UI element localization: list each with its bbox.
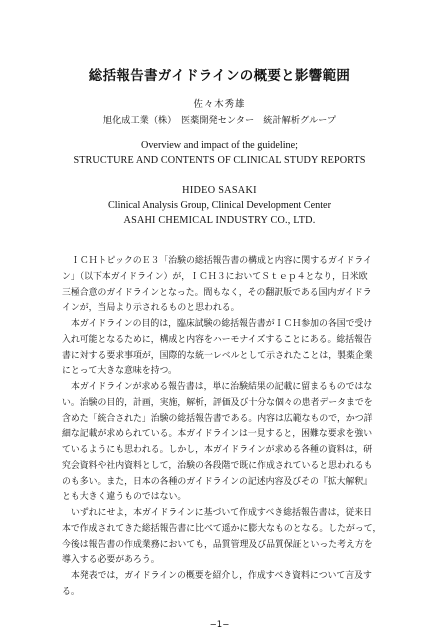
english-title-line-2: STRUCTURE AND CONTENTS OF CLINICAL STUDY REPORTS bbox=[73, 155, 366, 166]
body-line: 本ガイドラインが求める報告書は，単に治験結果の記載に留まるものではな bbox=[71, 382, 373, 392]
body-line: 細な記載が求められている。本ガイドラインは一見すると，困難な要求を強い bbox=[62, 429, 373, 440]
body-line: とも大きく違うものではない。 bbox=[62, 492, 187, 503]
body-line: る。 bbox=[62, 586, 80, 597]
body-line: インが，当局より示されるものと思われる。 bbox=[62, 303, 240, 314]
japanese-title: 総括報告書ガイドラインの概要と影響範囲 bbox=[88, 68, 351, 84]
body-line: 本で作成されてきた総括報告書に比べて遥かに膨大なものとなる。したがって， bbox=[62, 523, 382, 534]
body-line: ているようにも思われる。しかし，本ガイドラインが求める各種の資料は，研 bbox=[62, 445, 373, 455]
body-line: にとって大きな意味を持つ。 bbox=[62, 366, 177, 377]
body-line: ＩＣＨトピックのＥ３「治験の総括報告書の構成と内容に関するガイドライ bbox=[71, 256, 372, 266]
body-line: 書に対する要求事項が，国際的な統一レベルとして示されたことは，製薬企業 bbox=[62, 350, 373, 361]
body-line: ン」（以下本ガイドライン）が，ＩＣＨ３においてＳｔｅｐ４となり，日米欧 bbox=[62, 271, 368, 282]
abstract-body bbox=[62, 254, 382, 601]
body-line: 今後は報告書の作成業務においても，品質管理及び品質保証といった考え方を bbox=[62, 539, 373, 550]
body-line: 三極合意のガイドラインとなった。間もなく，その翻訳版である国内ガイドラ bbox=[62, 287, 372, 298]
page-number: −1− bbox=[209, 620, 230, 630]
body-line: 含めた「統合された」治験の総括報告書である。内容は広範なもので，かつ詳 bbox=[62, 413, 373, 424]
japanese-affiliation: 旭化成工業（株） 医薬開発センター 統計解析グループ bbox=[102, 115, 337, 126]
japanese-author: 佐々木秀雄 bbox=[193, 99, 246, 110]
body-line: いずれにせよ，本ガイドラインに基づいて作成すべき総括報告書は，従来日 bbox=[71, 508, 373, 518]
body-line: 本ガイドラインの目的は，臨床試験の総括報告書がＩＣＨ参加の各国で受け bbox=[71, 319, 373, 329]
body-line: 導入する必要があろう。 bbox=[62, 555, 160, 566]
english-affiliation-line-2: ASAHI CHEMICAL INDUSTRY CO., LTD. bbox=[123, 215, 316, 226]
body-line: のも多い。また，日本の各種のガイドラインの記述内容及びその『拡大解釈』 bbox=[62, 476, 373, 487]
body-line: い。治験の目的，計画，実施，解析，評価及び十分な個々の患者データまでを bbox=[62, 397, 373, 408]
english-title-line-1: Overview and impact of the guideline; bbox=[140, 140, 298, 151]
english-author: HIDEO SASAKI bbox=[182, 185, 257, 196]
body-line: 本発表では，ガイドラインの概要を紹介し，作成すべき資料について言及す bbox=[71, 571, 372, 581]
english-affiliation-line-1: Clinical Analysis Group, Clinical Development Center bbox=[108, 200, 331, 211]
body-line: 入れ可能となるために，構成と内容をハーモナイズすることにある。総括報告 bbox=[62, 334, 372, 345]
body-line: 究会資料や社内資料として，治験の各段階で既に作成されていると思われるも bbox=[62, 460, 373, 471]
